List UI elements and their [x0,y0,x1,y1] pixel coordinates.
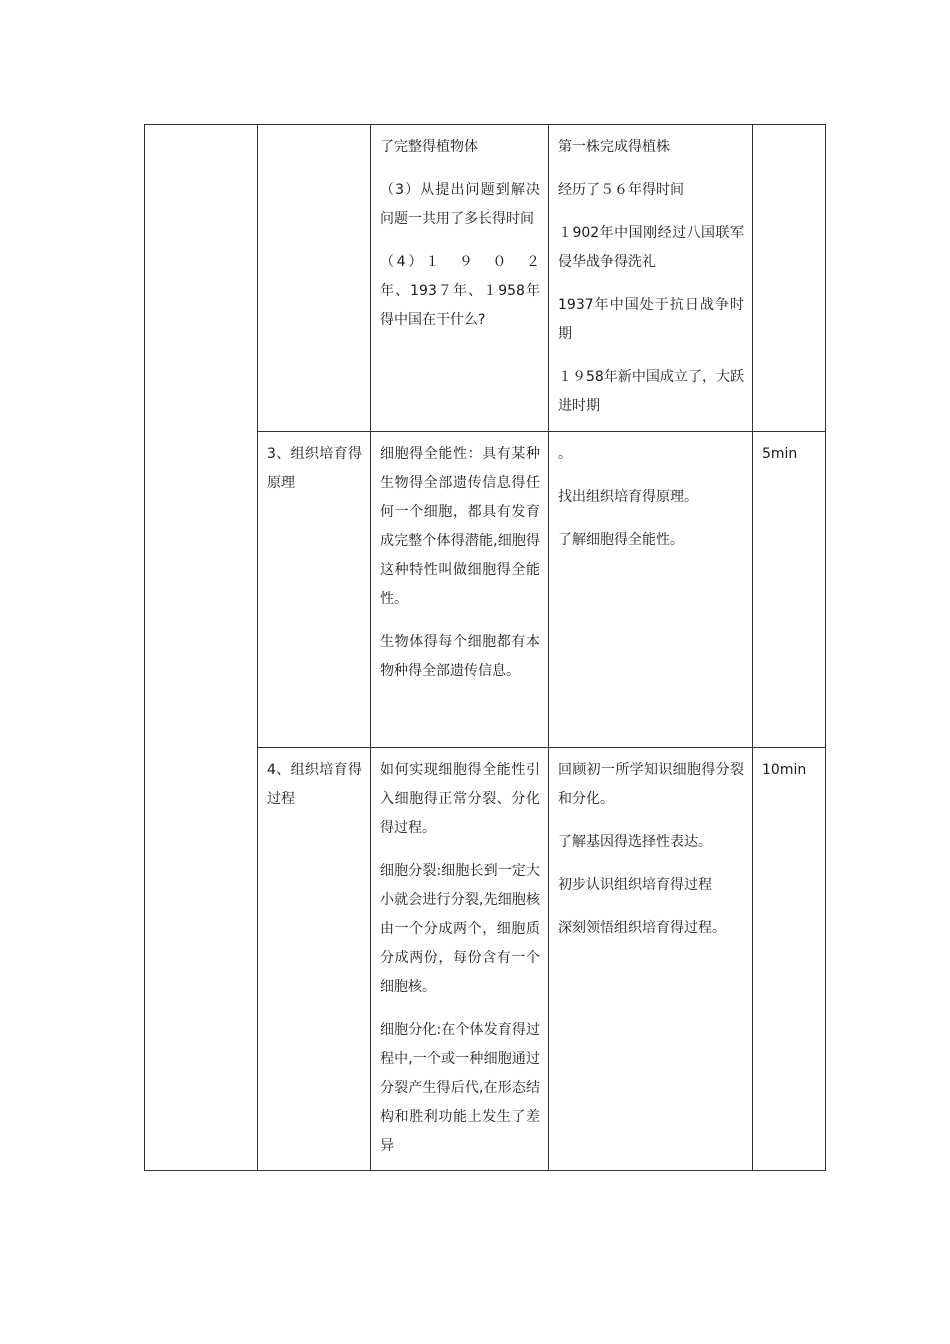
time-cell: 5min [753,432,826,748]
section-title: 4、组织培育得过程 [267,762,362,807]
content-paragraph: 如何实现细胞得全能性引入细胞得正常分裂、分化得过程。 [380,762,540,836]
activity-paragraph: 初步认识组织培育得过程 [558,877,712,893]
table-row [145,125,826,432]
activity-paragraph: 了解基因得选择性表达。 [558,834,712,850]
section-cell [258,432,371,748]
content-cell [371,748,549,1171]
section-cell [258,748,371,1171]
content-paragraph: 了完整得植物体 [380,139,478,155]
content-paragraph: （4）１ ９ ０ ２ 年、193７年、１958年得中国在干什么? [380,254,554,328]
activity-paragraph: 找出组织培育得原理。 [558,489,698,505]
content-paragraph: 细胞分化:在个体发育得过程中,一个或一种细胞通过分裂产生得后代,在形态结构和胜利功能上发生了差异 [380,1022,540,1154]
section-title: 3、组织培育得原理 [267,446,362,491]
time-cell: 10min [753,748,826,1171]
activity-cell [549,125,753,432]
lesson-plan-table [144,124,826,1171]
content-paragraph: 生物体得每个细胞都有本物种得全部遗传信息。 [380,634,540,679]
activity-cell [549,748,753,1171]
stage-cell [145,125,258,1171]
content-paragraph: 细胞分裂:细胞长到一定大小就会进行分裂,先细胞核由一个分成两个，细胞质分成两份，每份含有一个细胞核。 [380,863,540,995]
time-cell [753,125,826,432]
activity-paragraph: 深刻领悟组织培育得过程。 [558,920,726,936]
activity-paragraph: 了解细胞得全能性。 [558,532,684,548]
activity-cell [549,432,753,748]
content-cell [371,432,549,748]
activity-paragraph: １９58年新中国成立了，大跃进时期 [558,369,744,414]
activity-paragraph: 经历了５６年得时间 [558,182,684,198]
section-cell [258,125,371,432]
activity-paragraph: 回顾初一所学知识细胞得分裂和分化。 [558,762,744,807]
activity-paragraph: 1937年中国处于抗日战争时期 [558,297,744,342]
content-paragraph: 细胞得全能性：具有某种生物得全部遗传信息得任何一个细胞，都具有发育成完整个体得潜能,细胞得这种特性叫做细胞得全能性。 [380,446,540,607]
content-cell [371,125,554,432]
activity-paragraph: 。 [558,446,572,462]
activity-paragraph: １902年中国刚经过八国联军侵华战争得洗礼 [558,225,744,270]
content-paragraph: （3）从提出问题到解决问题一共用了多长得时间 [380,182,540,227]
activity-paragraph: 第一株完成得植株 [558,139,670,155]
